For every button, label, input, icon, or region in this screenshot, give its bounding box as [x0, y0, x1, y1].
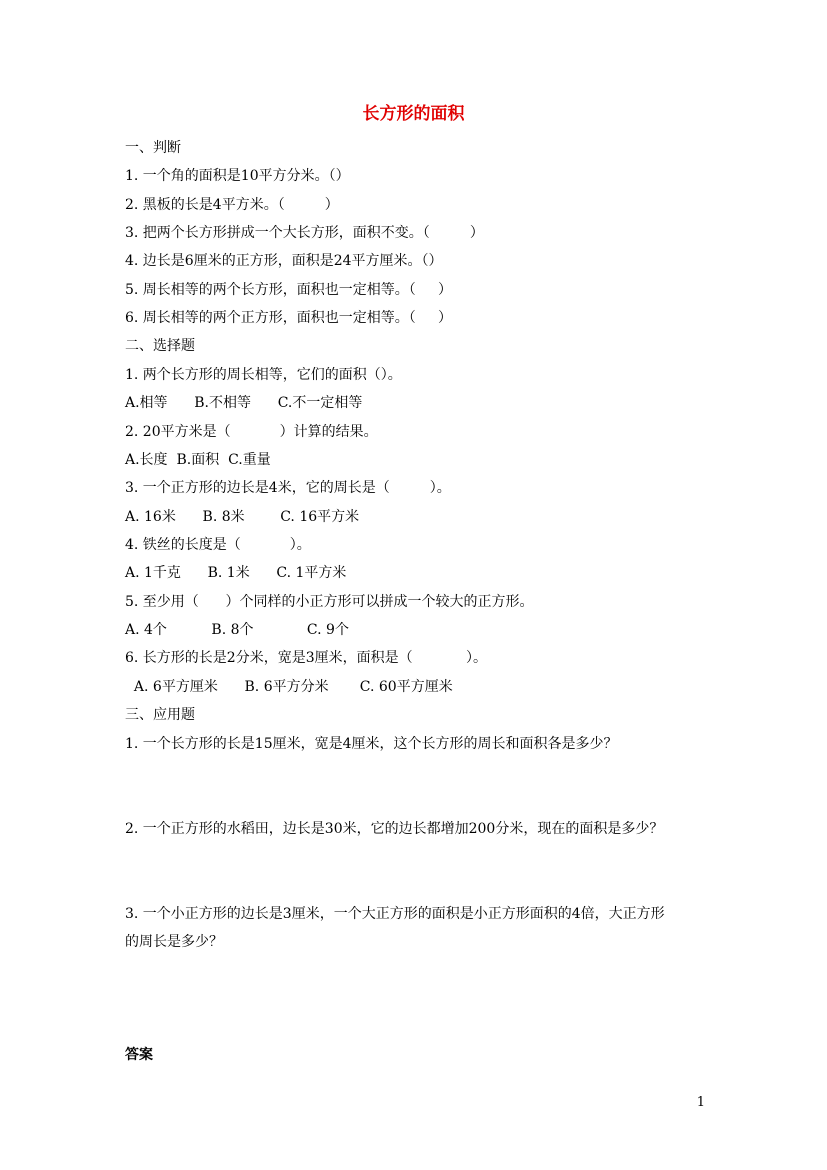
choice-options: A.长度 B.面积 C.重量 — [125, 452, 271, 468]
judgment-item: 4. 边长是6厘米的正方形，面积是24平方厘米。（） — [125, 253, 443, 269]
judgment-item: 1. 一个角的面积是10平方分米。（） — [125, 168, 350, 184]
choice-question: 3. 一个正方形的边长是4米，它的周长是（ ）。 — [125, 480, 451, 496]
page-number: 1 — [696, 1095, 705, 1110]
judgment-item: 2. 黑板的长是4平方米。（ ） — [125, 197, 339, 213]
choice-options: A. 1千克 B. 1米 C. 1平方米 — [125, 565, 347, 581]
choice-question: 1. 两个长方形的周长相等，它们的面积（）。 — [125, 367, 402, 383]
page-title: 长方形的面积 — [362, 104, 465, 124]
choice-question: 4. 铁丝的长度是（ ）。 — [125, 537, 311, 553]
judgment-item: 3. 把两个长方形拼成一个大长方形，面积不变。（ ） — [125, 225, 484, 241]
application-question-continued: 的周长是多少？ — [125, 934, 223, 950]
application-question: 1. 一个长方形的长是15厘米，宽是4厘米，这个长方形的周长和面积各是多少？ — [125, 736, 618, 752]
choice-question: 6. 长方形的长是2分米，宽是3厘米，面积是（ ）。 — [125, 650, 488, 666]
application-question: 2. 一个正方形的水稻田，边长是30米，它的边长都增加200分米，现在的面积是多少？ — [125, 821, 664, 837]
judgment-item: 5. 周长相等的两个长方形，面积也一定相等。（ ） — [125, 282, 453, 298]
choice-options: A. 6平方厘米 B. 6平方分米 C. 60平方厘米 — [125, 679, 453, 695]
choice-options: A.相等 B.不相等 C.不一定相等 — [125, 395, 363, 411]
section-heading-application: 三、应用题 — [125, 707, 195, 723]
application-question: 3. 一个小正方形的边长是3厘米，一个大正方形的面积是小正方形面积的4倍，大正方形 — [125, 906, 665, 922]
section-heading-judgment: 一、判断 — [125, 140, 181, 156]
choice-question: 2. 20平方米是（ ）计算的结果。 — [125, 424, 378, 440]
choice-question: 5. 至少用（ ）个同样的小正方形可以拼成一个较大的正方形。 — [125, 594, 534, 610]
section-heading-choice: 二、选择题 — [125, 338, 195, 354]
answer-heading: 答案 — [125, 1047, 153, 1063]
judgment-item: 6. 周长相等的两个正方形，面积也一定相等。（ ） — [125, 310, 453, 326]
choice-options: A. 4个 B. 8个 C. 9个 — [125, 622, 349, 638]
choice-options: A. 16米 B. 8米 C. 16平方米 — [125, 509, 360, 525]
